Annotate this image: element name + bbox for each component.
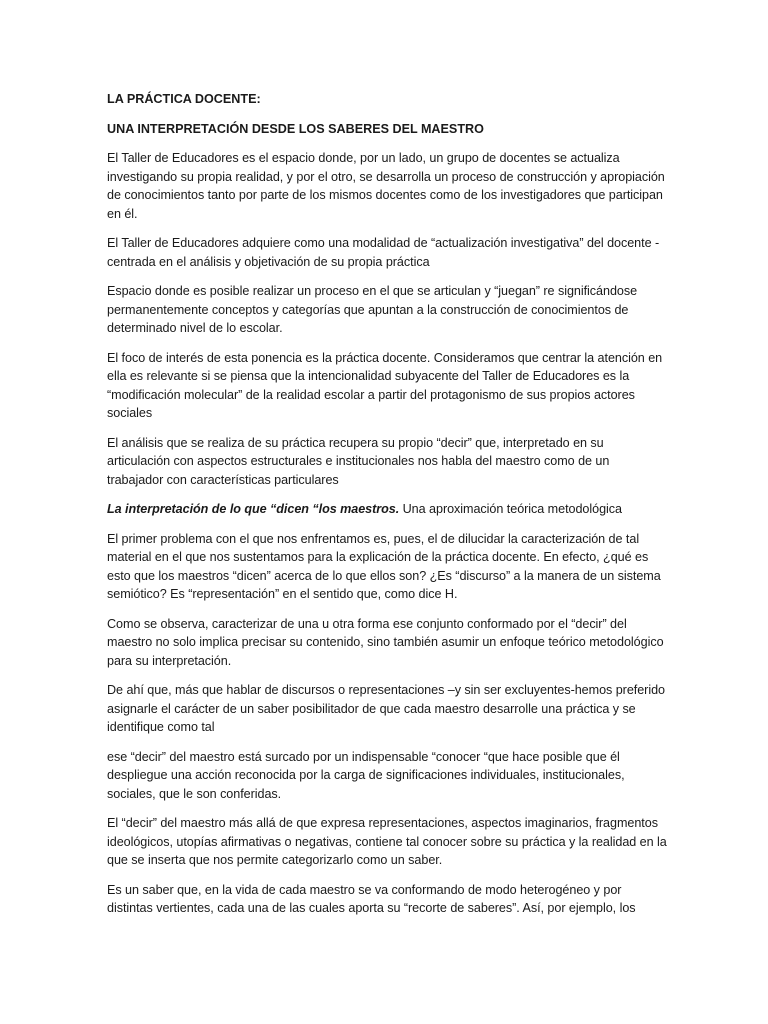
paragraph: El análisis que se realiza de su práctica recupera su propio “decir” que, interpretado en su articulación con aspectos estructurales e institucionales nos habla del maestro como de un trabajador con características particulares — [107, 435, 610, 487]
paragraph: El Taller de Educadores es el espacio donde, por un lado, un grupo de docentes se actualiza investigando su propia realidad, y por el otro, se desarrolla un proceso de construcción y apropiación de conocimientos tanto por parte de los mismos docentes como de los investigadores que participan en él. — [107, 151, 665, 221]
paragraph: El Taller de Educadores adquiere como una modalidad de “actualización investigativa” del docente -centrada en el análisis y objetivación de su propia práctica — [107, 236, 660, 269]
section-heading-emphasis: La interpretación de lo que “dicen “los maestros. — [107, 502, 400, 516]
paragraph: De ahí que, más que hablar de discursos o representaciones –y sin ser excluyentes-hemos preferido asignarle el carácter de un saber posibilitador de que cada maestro desarrolle una práctica y se identifique como tal — [107, 683, 665, 734]
document-title: LA PRÁCTICA DOCENTE: — [107, 92, 261, 106]
paragraph: Como se observa, caracterizar de una u otra forma ese conjunto conformado por el “decir” del maestro no solo implica precisar su contenido, sino también asumir un enfoque teórico metodológico para su interpretación. — [107, 616, 664, 668]
document-subtitle: UNA INTERPRETACIÓN DESDE LOS SABERES DEL MAESTRO — [107, 121, 484, 136]
document-body — [107, 90, 667, 929]
paragraph: El primer problema con el que nos enfrentamos es, pues, el de dilucidar la caracterización de tal material en el que nos sustentamos para la explicación de la práctica docente. En efecto, ¿qué es esto que los maestros “dicen” acerca de lo que ellos son? ¿Es “discurso” a la manera de un sistema semiótico? Es “representación” en el sentido que, como dice H. — [107, 531, 661, 601]
paragraph: ese “decir” del maestro está surcado por un indispensable “conocer “que hace posible que él despliegue una acción reconocida por la carga de significaciones individuales, institucionales, sociales, que le son conferidas. — [107, 749, 625, 801]
paragraph: El “decir” del maestro más allá de que expresa representaciones, aspectos imaginarios, fragmentos ideológicos, utopías afirmativas o negativas, contiene tal conocer sobre su práctica y la realidad en la que se inserta que nos permite categorizarlo como un saber. — [107, 816, 667, 867]
paragraph: El foco de interés de esta ponencia es la práctica docente. Consideramos que centrar la atención en ella es relevante si se piensa que la intencionalidad subyacente del Taller de Educadores es la “modificación molecular” de la realidad escolar a partir del protagonismo de sus propios actores sociales — [107, 350, 663, 420]
section-heading — [107, 500, 667, 519]
section-heading-rest: Una aproximación teórica metodológica — [399, 502, 622, 516]
paragraph: Es un saber que, en la vida de cada maestro se va conformando de modo heterogéneo y por distintas vertientes, cada una de las cuales aporta su “recorte de saberes”. Así, por ejemplo, los — [107, 882, 636, 915]
paragraph: Espacio donde es posible realizar un proceso en el que se articulan y “juegan” re significándose permanentemente conceptos y categorías que apuntan a la construcción de conocimientos de determinado nivel de lo escolar. — [107, 284, 638, 335]
